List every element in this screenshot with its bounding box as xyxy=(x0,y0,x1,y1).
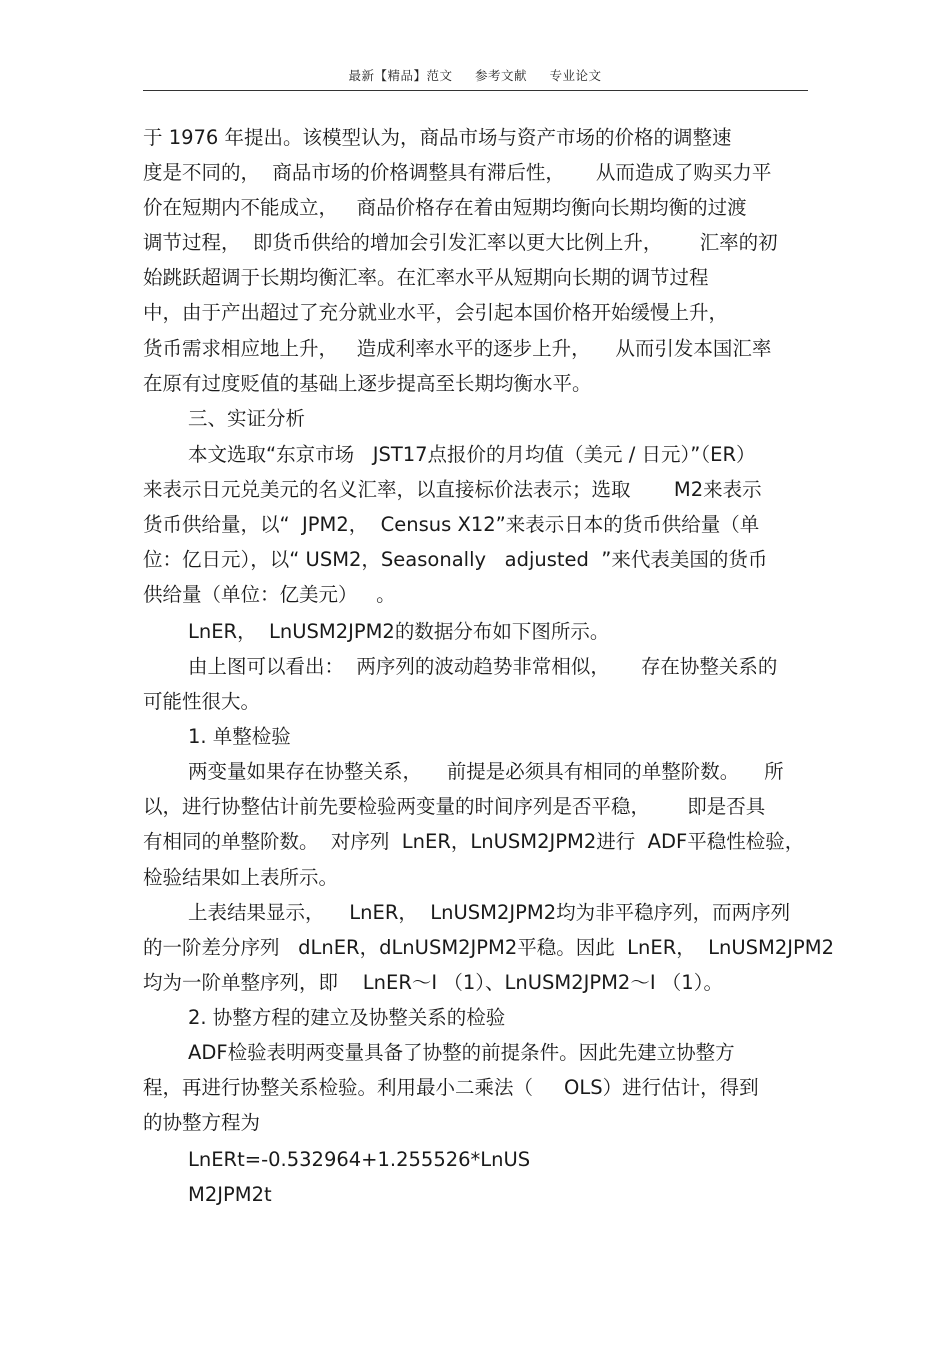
body-line: LnER， LnUSM2JPM2的数据分布如下图所示。 xyxy=(188,620,610,643)
body-line: 始跳跃超调于长期均衡汇率。在汇率水平从短期向长期的调节过程 xyxy=(143,266,709,289)
body-line: 均为一阶单整序列，即 LnER～I （1）、LnUSM2JPM2～I （1）。 xyxy=(143,971,723,994)
body-line: 价在短期内不能成立， 商品价格存在着由短期均衡向长期均衡的过渡 xyxy=(143,196,747,219)
header-item-lunwen: 专业论文 xyxy=(549,68,602,83)
body-line: 的协整方程为 xyxy=(143,1111,261,1134)
body-line: 两变量如果存在协整关系， 前提是必须具有相同的单整阶数。 所 xyxy=(188,760,784,783)
header-divider xyxy=(143,90,808,91)
header-item-fanwen: 最新【精品】范文 xyxy=(348,68,453,83)
body-line: 中，由于产出超过了充分就业水平，会引起本国价格开始缓慢上升， xyxy=(143,301,729,324)
body-line: 货币需求相应地上升， 造成利率水平的逐步上升， 从而引发本国汇率 xyxy=(143,337,772,360)
body-line: ADF检验表明两变量具备了协整的前提条件。因此先建立协整方 xyxy=(188,1041,735,1064)
subsection-heading: 1. 单整检验 xyxy=(188,725,291,748)
body-line: 的一阶差分序列 dLnER，dLnUSM2JPM2平稳。因此 LnER， LnUSM2JPM2 xyxy=(143,936,835,959)
body-line: 有相同的单整阶数。 对序列 LnER，LnUSM2JPM2进行 ADF平稳性检验， xyxy=(143,830,805,853)
subsection-heading: 2. 协整方程的建立及协整关系的检验 xyxy=(188,1006,506,1029)
body-line: 上表结果显示， LnER， LnUSM2JPM2均为非平稳序列，而两序列 xyxy=(188,901,791,924)
body-line: 本文选取“东京市场 JST17点报价的月均值（美元 / 日元）”（ER） xyxy=(188,443,756,466)
body-line: 来表示日元兑美元的名义汇率，以直接标价法表示；选取 M2来表示 xyxy=(143,478,762,501)
equation-line: M2JPM2t xyxy=(188,1183,272,1206)
body-line: 在原有过度贬值的基础上逐步提高至长期均衡水平。 xyxy=(143,372,592,395)
body-line: 程，再进行协整关系检验。利用最小二乘法（ OLS）进行估计，得到 xyxy=(143,1076,759,1099)
section-heading: 三、实证分析 xyxy=(188,407,306,430)
header-item-cankao: 参考文献 xyxy=(474,68,527,83)
body-line: 检验结果如上表所示。 xyxy=(143,866,339,889)
equation-line: LnERt=-0.532964+1.255526*LnUS xyxy=(188,1148,531,1171)
body-line: 位：亿日元），以“ USM2，Seasonally adjusted ”来代表美国的货币 xyxy=(143,548,768,571)
body-line: 可能性很大。 xyxy=(143,690,261,713)
body-line: 以，进行协整估计前先要检验两变量的时间序列是否平稳， 即是否具 xyxy=(143,795,766,818)
body-line: 调节过程， 即货币供给的增加会引发汇率以更大比例上升， 汇率的初 xyxy=(143,231,778,254)
body-line: 度是不同的， 商品市场的价格调整具有滞后性， 从而造成了购买力平 xyxy=(143,161,772,184)
body-line: 于 1976 年提出。该模型认为，商品市场与资产市场的价格的调整速 xyxy=(143,126,732,149)
page-header xyxy=(0,66,950,84)
body-line: 由上图可以看出： 两序列的波动趋势非常相似， 存在协整关系的 xyxy=(188,655,778,678)
body-line: 货币供给量，以“ JPM2， Census X12”来表示日本的货币供给量（单 xyxy=(143,513,760,536)
body-line: 供给量（单位：亿美元） 。 xyxy=(143,583,396,606)
